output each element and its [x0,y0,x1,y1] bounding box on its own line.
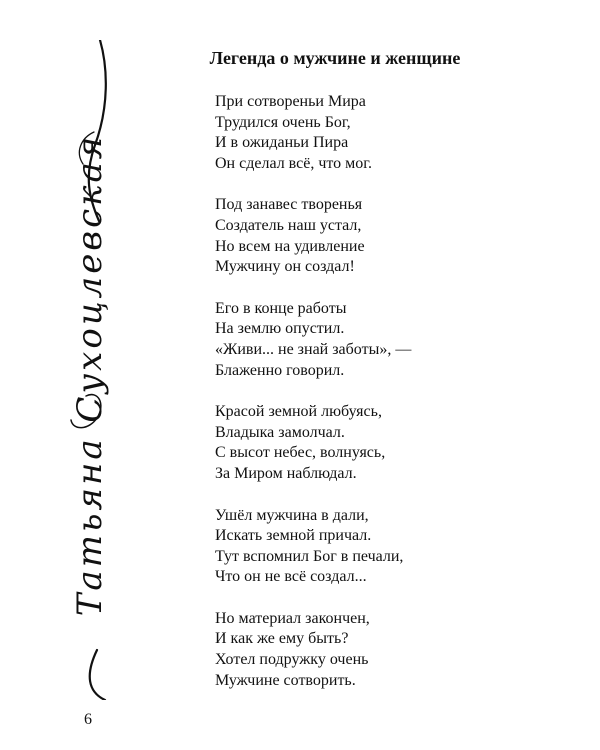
poem-line: Блаженно говорил. [215,361,345,379]
stanza [215,195,555,277]
poem-line: Но материал закончен, [215,609,370,627]
poem-body [215,92,555,712]
poem-line: При сотвореньи Мира [215,93,366,110]
stanza [215,506,555,588]
poem-line: Его в конце работы [215,299,347,317]
poem-line: Под занавес творенья [215,196,363,214]
page-number: 6 [84,711,92,728]
poem-line: Тут вспомнил Бог в печали, [215,547,404,565]
poem-line: Ушёл мужчина в дали, [215,506,369,524]
stanza [215,299,555,381]
poem-line: Создатель наш устал, [215,216,362,234]
poem-line: Владыка замолчал. [215,423,345,441]
poem-line: Трудился очень Бог, [215,113,351,131]
stanza [215,402,555,484]
poem-line: Он сделал всё, что мог. [215,154,373,172]
poem-line: Но всем на удивление [215,237,365,255]
author-name-vertical: Татьяна Сухоцлевская [70,133,110,617]
poem-line: Что он не всё создал... [215,568,367,586]
poem-line: И как же ему быть? [215,630,349,648]
poem-title: Легенда о мужчине и женщине [209,48,461,68]
poem-line: Мужчине сотворить. [215,671,356,689]
poem-line: И в ожиданьи Пира [215,134,349,152]
poem-line: Хотел подружку очень [215,651,369,669]
poem-line: Искать земной причал. [215,527,372,545]
poem-line: «Живи... не знай заботы», — [215,340,412,358]
stanza [215,92,555,174]
poem-line: Красой земной любуясь, [215,403,382,421]
poem-line: С высот небес, волнуясь, [215,444,386,462]
poem-line: На землю опустил. [215,320,345,338]
stanza [215,609,555,691]
poem-line: За Миром наблюдал. [215,464,357,482]
poem-line: Мужчину он создал! [215,258,355,276]
